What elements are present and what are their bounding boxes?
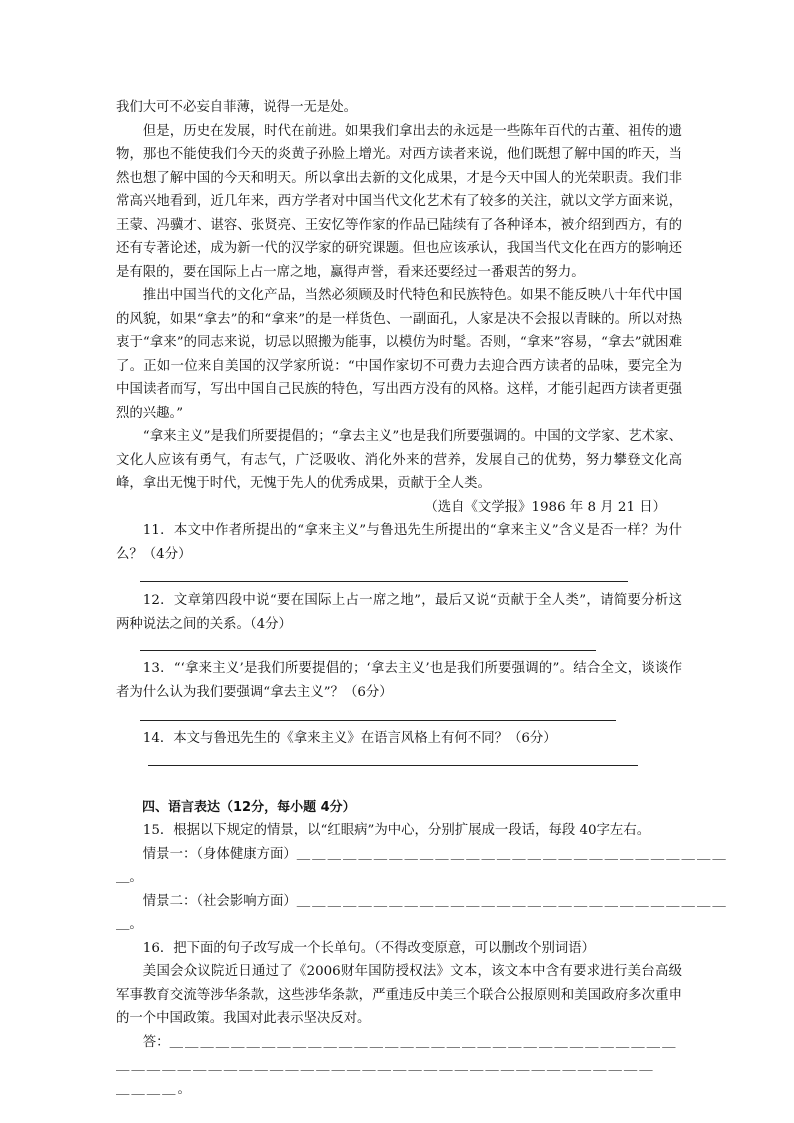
document-page xyxy=(116,96,728,1101)
question-16: 16．把下面的句子改写成一个长单句。（不得改变原意，可以删改个别词语） xyxy=(142,940,596,956)
article-paragraph-2: 推出中国当代的文化产品，当然必须顾及时代特色和民族特色。如果不能反映八十年代中国的风貌，如果“拿去”的和“拿来”的是一样货色、一副面孔，人家是决不会报以青睐的。所以对热衷于“拿来”的同志来说，切忌以照搬为能事，以模仿为时髦。否则，“拿来”容易，“拿去”就困难了。正如一位来自美国的汉学家所说：“中国作家切不可费力去迎合西方读者的品味，要完全为中国读者而写，写出中国自己民族的特色，写出西方没有的风格。这样，才能引起西方读者更强烈的兴趣。” xyxy=(116,288,682,421)
scenario-1-blank[interactable]: ＿＿＿＿＿＿＿＿＿＿＿＿＿＿＿＿＿＿＿＿＿＿＿＿＿＿＿＿ xyxy=(296,846,728,862)
answer-16-blank-2[interactable]: ＿＿＿＿＿＿＿＿＿＿＿＿＿＿＿＿＿＿＿＿＿＿＿＿＿＿＿＿＿＿＿＿＿＿＿ xyxy=(116,1058,655,1073)
scenario-1 xyxy=(116,843,728,867)
article-source: （选自《文学报》1986 年 8 月 21 日） xyxy=(424,499,666,515)
question-15: 15．根据以下规定的情景，以“红眼病”为中心，分别扩展成一段话，每段 40字左右。 xyxy=(142,823,651,838)
answer-line-11[interactable] xyxy=(140,581,628,582)
answer-line-12[interactable] xyxy=(140,650,596,651)
article-paragraph-1: 但是，历史在发展，时代在前进。如果我们拿出去的永远是一些陈年百代的古董、祖传的遗物，那也不能使我们今天的炎黄子孙脸上增光。对西方读者来说，他们既想了解中国的昨天，当然也想了解中国的今天和明天。所以拿出去新的文化成果，才是今天中国人的光荣职责。我们非常高兴地看到，近几年来，西方学者对中国当代文化艺术有了较多的关注，就以文学方面来说，王蒙、冯骥才、谌容、张贤亮、王安忆等作家的作品已陆续有了各种译本，被介绍到西方，有的还有专著论述，成为新一代的汉学家的研究课题。但也应该承认，我国当代文化在西方的影响还是有限的，要在国际上占一席之地，赢得声誉，看来还要经过一番艰苦的努力。 xyxy=(116,123,682,280)
answer-line-13[interactable] xyxy=(140,720,616,721)
scenario-2-end: ＿。 xyxy=(116,917,143,932)
answer-line-14[interactable] xyxy=(148,765,638,766)
article-paragraph-3: “拿来主义”是我们所要提倡的；“拿去主义”也是我们所要强调的。中国的文学家、艺术家、文化人应该有勇气，有志气，广泛吸收、消化外来的营养，发展自己的优势，努力攀登文化高峰，拿出无愧于时代，无愧于先人的优秀成果，贡献于全人类。 xyxy=(116,429,682,491)
section-4-title: 四、语言表达（12分，每小题 4分） xyxy=(142,799,356,815)
question-12: 12．文章第四段中说“要在国际上占一席之地”，最后又说“贡献于全人类”，请简要分析这两种说法之间的关系。（4分） xyxy=(116,593,682,632)
scenario-1-label: 情景一：（身体健康方面） xyxy=(142,846,297,862)
scenario-2 xyxy=(116,890,728,914)
question-13: 13．“‘拿来主义’是我们所要提倡的；‘拿去主义’也是我们所要强调的”。结合全文，谈谈作者为什么认为我们要强调“拿去主义”？（6分） xyxy=(116,661,682,700)
answer-16 xyxy=(116,1031,682,1055)
question-14: 14．本文与鲁迅先生的《拿来主义》在语言风格上有何不同？（6分） xyxy=(142,731,557,746)
scenario-2-blank[interactable]: ＿＿＿＿＿＿＿＿＿＿＿＿＿＿＿＿＿＿＿＿＿＿＿＿＿＿＿＿ xyxy=(296,893,728,909)
question-11: 11．本文中作者所提出的“拿来主义”与鲁迅先生所提出的“拿来主义”含义是否一样？为什么？（4分） xyxy=(116,523,682,562)
answer-16-label: 答： xyxy=(142,1034,170,1050)
article-paragraph-0: 我们大可不必妄自菲薄，说得一无是处。 xyxy=(116,100,358,115)
question-16-text: 美国会众议院近日通过了《2006财年国防授权法》文本，该文本中含有要求进行美台高级军事教育交流等涉华条款，这些涉华条款，严重违反中美三个联合公报原则和美国政府多次重申的一个中国政策。我国对此表示坚决反对。 xyxy=(116,964,682,1026)
answer-16-blank-1[interactable]: ＿＿＿＿＿＿＿＿＿＿＿＿＿＿＿＿＿＿＿＿＿＿＿＿＿＿＿＿＿＿＿＿＿ xyxy=(169,1034,678,1050)
scenario-1-end: ＿。 xyxy=(116,870,143,885)
answer-16-blank-3[interactable]: ＿＿＿＿。 xyxy=(116,1081,193,1097)
scenario-2-label: 情景二：（社会影响方面） xyxy=(142,893,297,909)
